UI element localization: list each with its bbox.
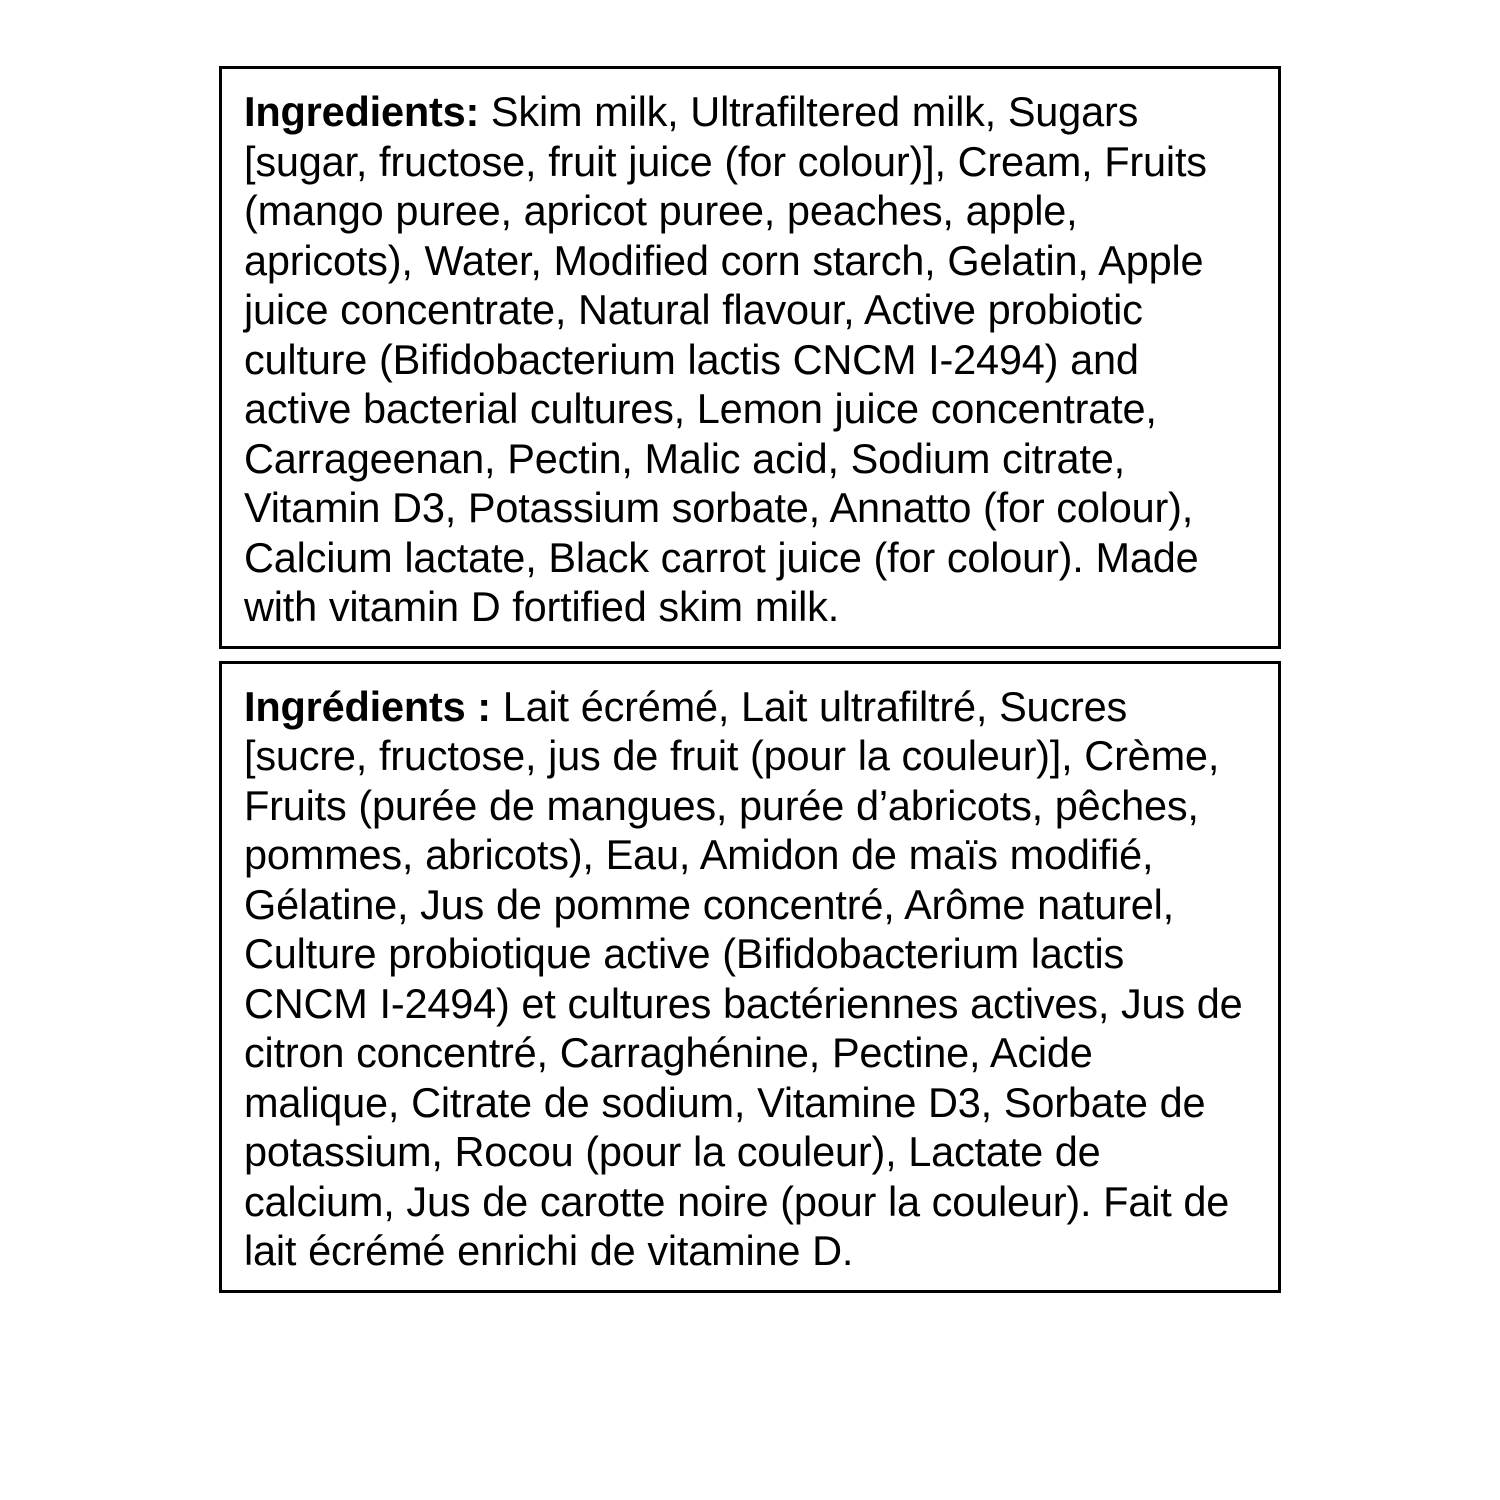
ingredients-text-french (244, 682, 1256, 1276)
ingredients-heading-french: Ingrédients : (244, 682, 491, 730)
ingredients-panel-english (219, 66, 1281, 649)
ingredients-label (219, 66, 1281, 1293)
ingredients-body-english: Skim milk, Ultrafiltered milk, Sugars [sugar, fructose, fruit juice (for colour)], Cream, Fruits (mango puree, apricot puree, peaches, apple, apricots), Water, Modified corn starch, Gelatin, Apple juice concentrate, Natural flavour, Active probiotic culture (Bifidobacterium lactis CNCM I-2494) and active bacterial cultures, Lemon juice concentrate, Carrageenan, Pectin, Malic acid, Sodium citrate, Vitamin D3, Potassium sorbate, Annatto (for colour), Calcium lactate, Black carrot juice (for colour). Made with vitamin D fortified skim milk. (244, 88, 1207, 630)
ingredients-panel-french (219, 661, 1281, 1293)
ingredients-body-french: Lait écrémé, Lait ultrafiltré, Sucres [sucre, fructose, jus de fruit (pour la couleur)], Crème, Fruits (purée de mangues, purée d’abricots, pêches, pommes, abricots), Eau, Amidon de maïs modifié, Gélatine, Jus de pomme concentré, Arôme naturel, Culture probiotique active (Bifidobacterium lactis CNCM I-2494) et cultures bactériennes actives, Jus de citron concentré, Carraghénine, Pectine, Acide malique, Citrate de sodium, Vitamine D3, Sorbate de potassium, Rocou (pour la couleur), Lactate de calcium, Jus de carotte noire (pour la couleur). Fait de lait écrémé enrichi de vitamine D. (244, 682, 1243, 1274)
ingredients-text-english (244, 87, 1256, 632)
ingredients-heading-english: Ingredients: (244, 88, 480, 135)
